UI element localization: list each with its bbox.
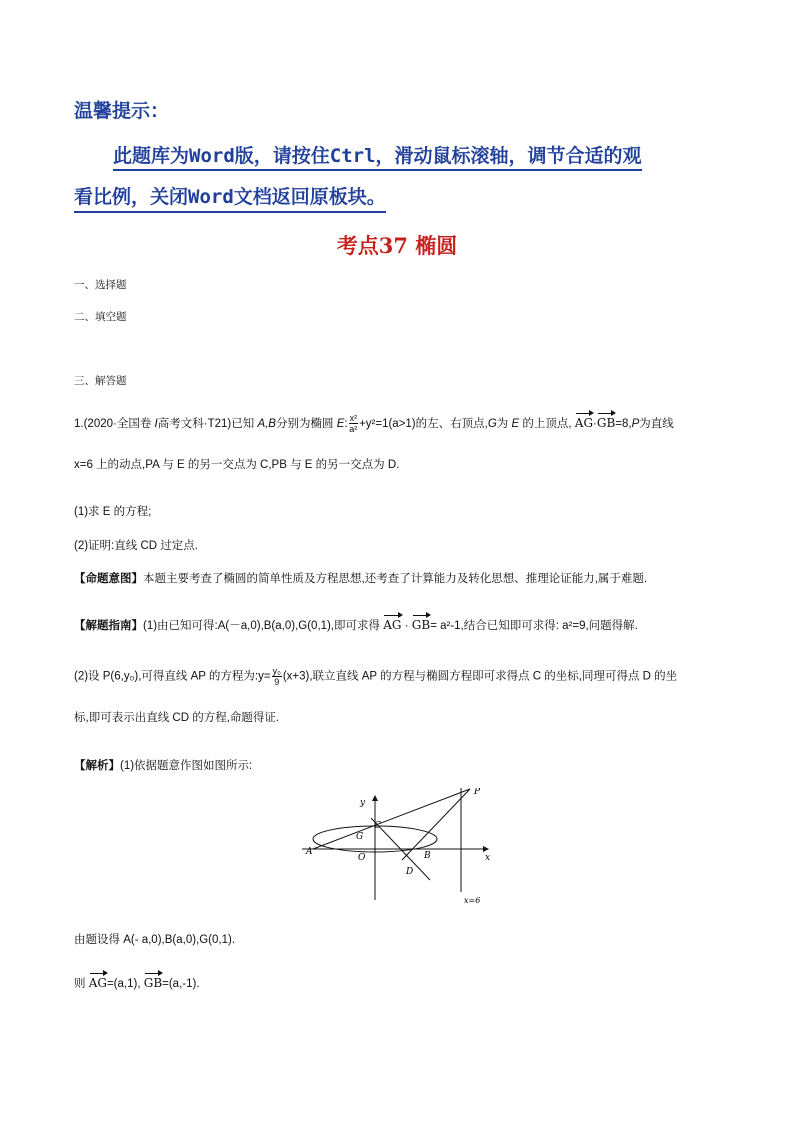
guide-dot: · [404,620,409,632]
tip-line-1 [113,141,642,168]
after-vector-gb: GB [144,970,162,990]
guide-label: 【解题指南】 [74,620,143,632]
problem-points-ab: A,B [257,418,276,430]
guide-vector-gb: GB [412,612,430,632]
intent-text: 本题主要考查了椭圆的简单性质及方程思想,还考查了计算能力及转化思想、推理论证能力,属于难题. [143,573,648,585]
analysis-label: 【解析】 [74,760,120,772]
tip-line-1-text: 此题库为Word版，请按住Ctrl，滑动鼠标滚轴，调节合适的观 [113,145,642,171]
problem-line-1 [74,410,674,434]
after-vector-ag: AG [89,970,107,990]
intent-paragraph [74,570,647,586]
ellipse-fraction [349,413,359,434]
label-d: D [406,867,414,877]
guide-p2-pre: (2)设 P(6,y₀),可得直线 AP 的方程为:y= [74,670,271,683]
label-o: O [358,853,366,863]
label-y: y [360,798,366,808]
guide-line-2 [74,666,677,687]
tip-title: 温馨提示： [74,100,170,122]
label-x: x [485,853,491,863]
ellipse-diagram [298,788,498,906]
ellipse-name: E [336,418,345,430]
analysis-line [74,757,252,773]
page-heading: 考点37 椭圆 [336,233,458,258]
problem-source-roman: I [154,418,158,430]
ellipse-figure [298,788,498,906]
guide-frac-num: y₀ [272,666,281,676]
point-e: E [511,418,520,430]
guide-frac-den: 9 [274,677,280,687]
guide-p2-post: (x+3),联立直线 AP 的方程与椭圆方程即可求得点 C 的坐标,同理可得点 D 的坐 [282,670,678,683]
problem-line-word: 为直线 [639,418,674,430]
problem-top-vertex: 的上顶点, [522,418,572,430]
ellipse-colon: : [344,418,348,430]
problem-source-pre: 1.(2020·全国卷 [74,418,152,430]
question-1: (1)求 E 的方程; [74,506,152,518]
point-g: G [487,418,497,430]
problem-line-2: x=6 上的动点,PA 与 E 的另一交点为 C,PB 与 E 的另一交点为 D. [74,459,400,471]
guide-line-3: 标,即可表示出直线 CD 的方程,命题得证. [74,712,280,724]
section-fill: 二、填空题 [74,311,127,323]
vector-line [74,970,200,991]
guide-p1-pre: (1)由已知可得:A(－a,0),B(a,0),G(0,1),即可求得 [143,620,381,632]
vector-line-mid: =(a,1), [106,978,141,990]
setup-line: 由题设得 A(- a,0),B(a,0),G(0,1). [74,934,236,946]
point-p: P [631,418,640,430]
section-answer: 三、解答题 [74,375,127,387]
label-a: A [306,847,313,857]
problem-source-post: 高考文科·T21)已知 [157,418,255,430]
vector-gb: GB [597,410,615,430]
ellipse-rest: +y²=1(a>1)的左、右顶点, [359,418,488,430]
label-g: G [356,832,364,842]
problem-is: 为 [496,418,509,430]
vector-line-pre: 则 [74,978,86,990]
vector-line-post: =(a,-1). [162,978,200,990]
guide-line-1 [74,612,638,633]
section-choice: 一、选择题 [74,279,127,291]
ellipse-frac-den: a² [349,424,358,435]
vector-ag: AG [575,410,593,430]
label-b: B [424,851,431,861]
ellipse-frac-num: x² [349,413,358,424]
analysis-text: (1)依据题意作图如图所示: [120,760,253,772]
question-2: (2)证明:直线 CD 过定点. [74,540,198,552]
intent-label: 【命题意图】 [74,573,143,585]
tip-line-2: 看比例，关闭Word文档返回原板块。 [74,182,386,213]
equals-8: =8, [615,418,632,430]
guide-fraction [272,666,282,687]
guide-vector-ag: AG [383,612,401,632]
label-c: C [374,821,381,831]
label-p: P [474,788,481,797]
dot-product: · [593,418,597,430]
guide-p1-post: = a²-1,结合已知即可求得: a²=9,问题得解. [430,620,638,632]
label-x6: x=6 [464,896,481,905]
problem-split: 分别为椭圆 [275,418,334,430]
